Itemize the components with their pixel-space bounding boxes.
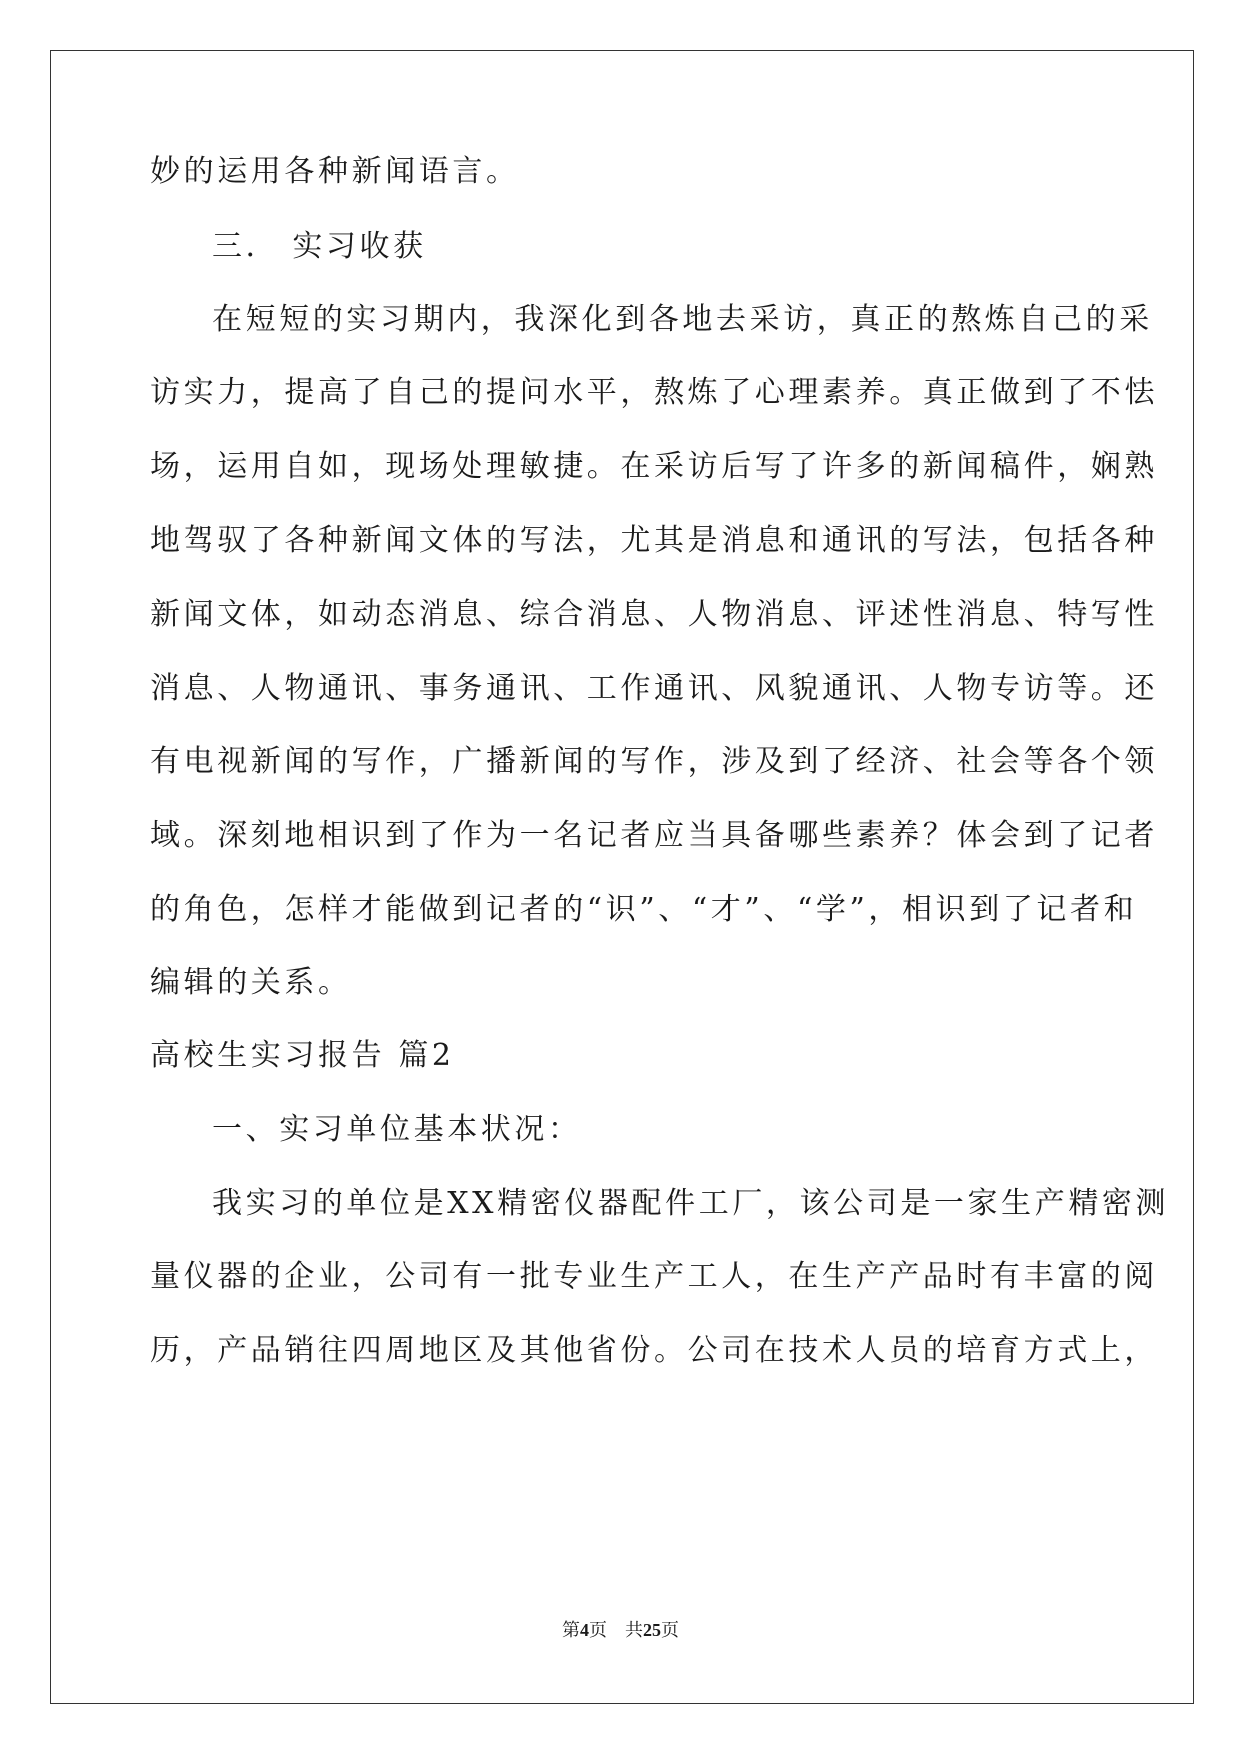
section-heading: 一、实习单位基本状况： <box>212 1112 582 1147</box>
page-border <box>50 50 1194 1704</box>
paragraph-line: 的角色，怎样才能做到记者的“识”、“才”、“学”，相识到了记者和 <box>150 892 1138 927</box>
paragraph-line: 访实力，提高了自己的提问水平，熬炼了心理素养。真正做到了不怯 <box>150 375 1158 410</box>
section-heading: 三． 实习收获 <box>212 229 427 264</box>
total-suffix: 页 <box>661 1620 679 1640</box>
article-title: 高校生实习报告 篇2 <box>150 1038 455 1073</box>
paragraph-line: 编辑的关系。 <box>150 965 352 1000</box>
total-prefix: 共 <box>625 1620 643 1640</box>
paragraph-line: 消息、人物通讯、事务通讯、工作通讯、风貌通讯、人物专访等。还 <box>150 671 1158 706</box>
paragraph-line: 地驾驭了各种新闻文体的写法，尤其是消息和通讯的写法，包括各种 <box>150 523 1158 558</box>
paragraph-line: 妙的运用各种新闻语言。 <box>150 154 520 189</box>
page-suffix: 页 <box>589 1620 607 1640</box>
paragraph-line: 在短短的实习期内，我深化到各地去采访，真正的熬炼自己的采 <box>212 302 1153 337</box>
paragraph-line: 有电视新闻的写作，广播新闻的写作，涉及到了经济、社会等各个领 <box>150 744 1158 779</box>
paragraph-line: 我实习的单位是XX精密仪器配件工厂，该公司是一家生产精密测 <box>212 1186 1170 1221</box>
paragraph-line: 历，产品销往四周地区及其他省份。公司在技术人员的培育方式上， <box>150 1333 1158 1368</box>
page-prefix: 第 <box>562 1620 580 1640</box>
paragraph-line: 量仪器的企业，公司有一批专业生产工人，在生产产品时有丰富的阅 <box>150 1259 1158 1294</box>
paragraph-line: 场，运用自如，现场处理敏捷。在采访后写了许多的新闻稿件，娴熟 <box>150 449 1158 484</box>
page-footer <box>0 1618 1241 1642</box>
page-number: 4 <box>580 1620 589 1640</box>
total-pages: 25 <box>643 1620 661 1640</box>
paragraph-line: 新闻文体，如动态消息、综合消息、人物消息、评述性消息、特写性 <box>150 597 1158 632</box>
paragraph-line: 域。深刻地相识到了作为一名记者应当具备哪些素养？体会到了记者 <box>150 818 1158 853</box>
